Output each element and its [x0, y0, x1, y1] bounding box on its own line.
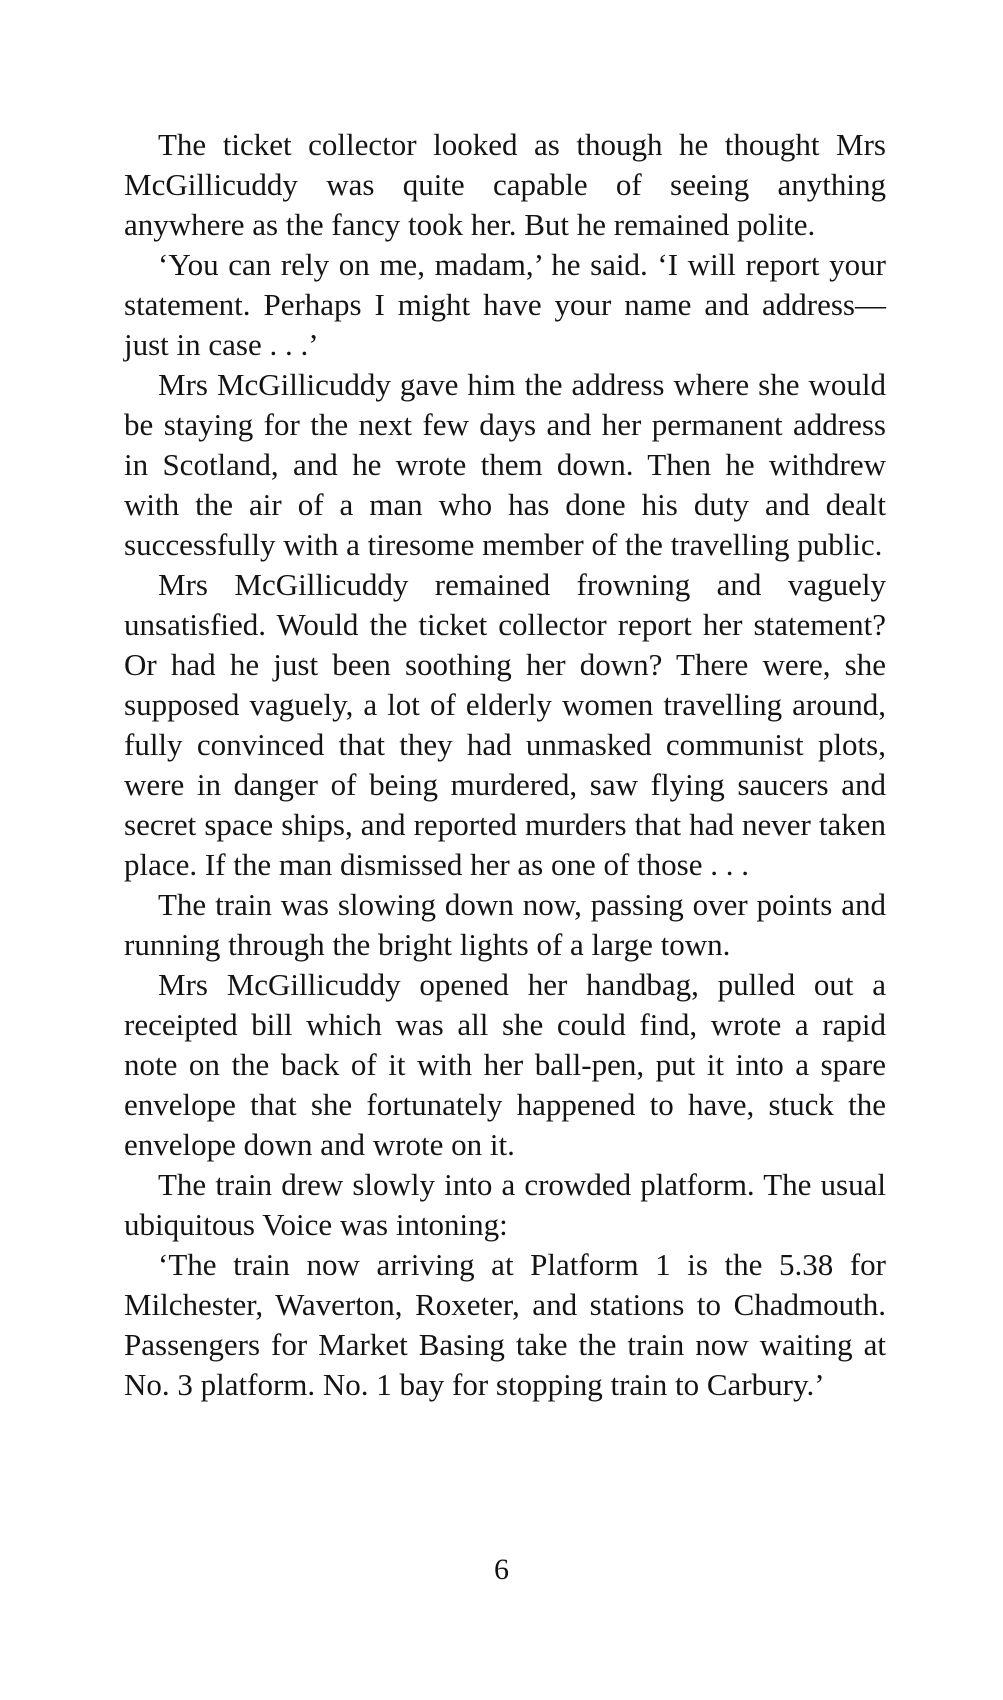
paragraph: Mrs McGillicuddy gave him the address where she would be staying for the next few days and her permanent address in Scotland, and he wrote them down. Then he withdrew with the air of a man who has done his duty and dealt successfully with a tiresome member of the travelling public.	[124, 367, 886, 562]
paragraph: The ticket collector looked as though he thought Mrs McGillicuddy was quite capable of seeing anything anywhere as the fancy took her. But he remained polite.	[124, 127, 886, 242]
paragraph: Mrs McGillicuddy opened her handbag, pulled out a receipted bill which was all she could find, wrote a rapid note on the back of it with her ball-pen, put it into a spare envelope that she fortunately happened to have, stuck the envelope down and wrote on it.	[124, 967, 886, 1162]
paragraph: ‘You can rely on me, madam,’ he said. ‘I will report your statement. Perhaps I might have your name and address—just in case . . .’	[124, 247, 886, 362]
paragraph: Mrs McGillicuddy remained frowning and vaguely unsatisfied. Would the ticket collector report her statement? Or had he just been soothing her down? There were, she supposed vaguely, a lot of elderly women travelling around, fully convinced that they had unmasked communist plots, were in danger of being murdered, saw flying saucers and secret space ships, and reported murders that had never taken place. If the man dismissed her as one of those . . .	[124, 567, 886, 882]
page-number: 6	[494, 1553, 509, 1586]
body-text	[124, 125, 886, 1405]
paragraph: ‘The train now arriving at Platform 1 is the 5.38 for Milchester, Waverton, Roxeter, and stations to Chadmouth. Passengers for Market Basing take the train now waiting at No. 3 platform. No. 1 bay for stopping train to Carbury.’	[124, 1247, 886, 1402]
paragraph: The train was slowing down now, passing over points and running through the bright lights of a large town.	[124, 887, 886, 962]
paragraph: The train drew slowly into a crowded platform. The usual ubiquitous Voice was intoning:	[124, 1167, 886, 1242]
